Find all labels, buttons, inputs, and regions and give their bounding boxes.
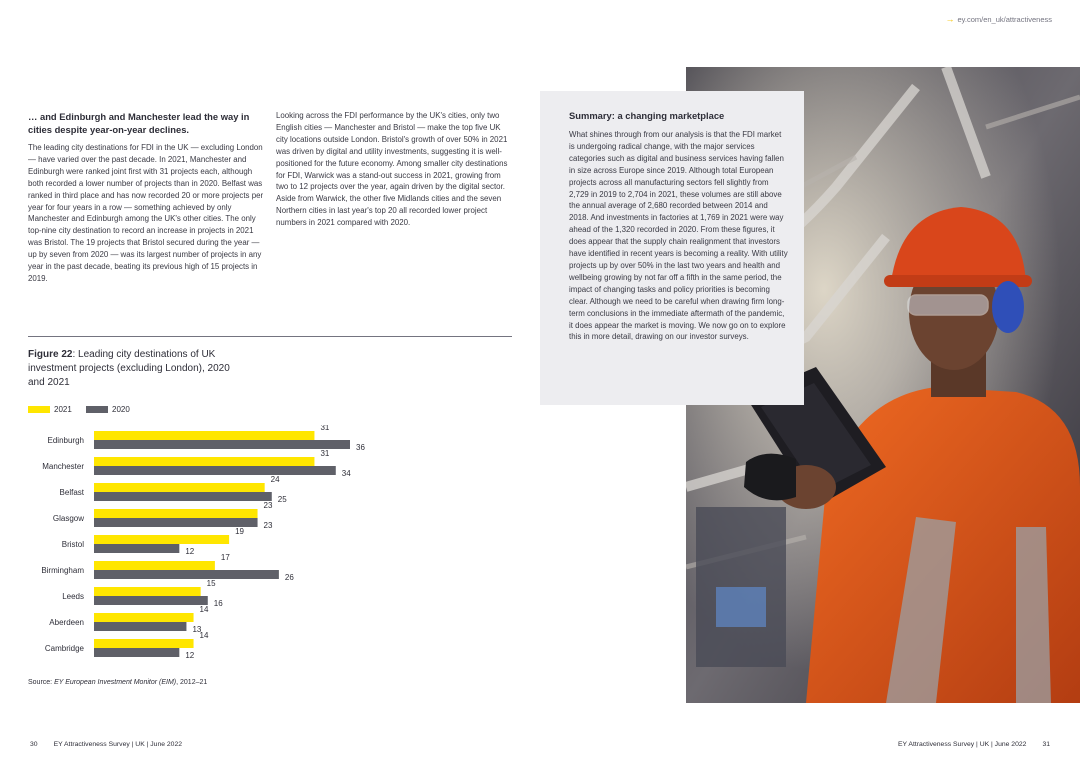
- summary-box: [540, 91, 804, 405]
- footer-publication-right: EY Attractiveness Survey | UK | June 2022: [897, 741, 1027, 748]
- legend-label-2021: 2021: [54, 405, 72, 414]
- footer-left: [30, 741, 182, 748]
- section-heading: … and Edinburgh and Manchester lead the way in cities despite year-on-year declines.: [28, 111, 250, 135]
- legend-label-2020: 2020: [112, 405, 130, 414]
- legend-item-2021: [28, 405, 72, 414]
- figure-caption: : Leading city destinations of UK investment projects (excluding London), 2020 and 2021: [28, 349, 230, 388]
- bar-aberdeen-2020: [94, 622, 186, 631]
- bar-edinburgh-2020: [94, 440, 350, 449]
- source-years: , 2012–21: [176, 679, 208, 686]
- category-label-edinburgh: Edinburgh: [47, 436, 84, 445]
- figure-title: [28, 348, 248, 390]
- page-number-left: 30: [30, 741, 38, 748]
- data-label-belfast-2020: 25: [277, 495, 287, 504]
- data-label-birmingham-2020: 26: [284, 573, 294, 582]
- category-label-bristol: Bristol: [61, 540, 84, 549]
- bar-bristol-2020: [94, 544, 179, 553]
- data-label-cambridge-2020: 12: [185, 651, 195, 660]
- bar-glasgow-2021: [94, 509, 258, 518]
- data-label-glasgow-2020: 23: [263, 521, 273, 530]
- source-label: Source:: [28, 679, 55, 686]
- category-label-glasgow: Glasgow: [52, 514, 84, 523]
- body-paragraph-1: The leading city destinations for FDI in the UK — excluding London — have varied over the past decade. In 2021, Manchester and Edinburgh were ranked joint first with 31 projects each, although both recorded a lower number of projects than in 2020. Belfast was ranked in third place and has now recorded 20 or more projects per year for four years in a row — something achieved by only Manchester and Edinburgh among the UK's other cities. The only top-nine city destination to record an increase in projects in 2021 was Bristol. The 19 projects that Bristol secured during the year — up by seven from 2020 — was its largest number of projects in any year in the past decade, beating its previous high of 15 projects in 2019.: [28, 143, 264, 283]
- category-label-manchester: Manchester: [42, 462, 84, 471]
- left-column: [28, 110, 264, 285]
- legend-swatch-2021: [28, 406, 50, 413]
- data-label-manchester-2020: 34: [341, 469, 351, 478]
- bar-leeds-2021: [94, 587, 201, 596]
- bar-cambridge-2020: [94, 648, 179, 657]
- data-label-bristol-2020: 12: [185, 547, 195, 556]
- category-label-leeds: Leeds: [62, 592, 84, 601]
- data-label-leeds-2021: 15: [206, 579, 216, 588]
- footer-publication-left: EY Attractiveness Survey | UK | June 2022: [53, 741, 183, 748]
- bar-leeds-2020: [94, 596, 208, 605]
- bar-birmingham-2021: [94, 561, 215, 570]
- category-label-aberdeen: Aberdeen: [49, 618, 84, 627]
- bar-birmingham-2020: [94, 570, 279, 579]
- chart-source: [28, 679, 207, 686]
- bar-bristol-2021: [94, 535, 229, 544]
- data-label-bristol-2021: 19: [235, 527, 245, 536]
- data-label-aberdeen-2021: 14: [199, 605, 209, 614]
- data-label-birmingham-2021: 17: [220, 553, 230, 562]
- middle-column: [276, 110, 512, 229]
- footer-right: [898, 741, 1050, 748]
- data-label-aberdeen-2020: 13: [192, 625, 202, 634]
- data-label-edinburgh-2021: 31: [320, 425, 330, 432]
- data-label-manchester-2021: 31: [320, 449, 330, 458]
- legend-swatch-2020: [86, 406, 108, 413]
- url-text: ey.com/en_uk/attractiveness: [957, 15, 1052, 24]
- page-number-right: 31: [1042, 741, 1050, 748]
- bar-glasgow-2020: [94, 518, 258, 527]
- section-divider: [28, 336, 512, 337]
- figure-label: Figure 22: [28, 349, 73, 360]
- bar-aberdeen-2021: [94, 613, 194, 622]
- category-label-cambridge: Cambridge: [44, 644, 84, 653]
- arrow-right-icon: →: [945, 14, 955, 24]
- data-label-leeds-2020: 16: [213, 599, 223, 608]
- data-label-cambridge-2021: 14: [199, 631, 209, 640]
- data-label-belfast-2021: 24: [270, 475, 280, 484]
- summary-text: What shines through from our analysis is that the FDI market is undergoing radical change, with the major services categories such as digital and business services having fallen in size across Europe since 2019. Although total European projects across all manufacturing sectors fell slightly from 2,729 in 2019 to 2,704 in 2021, these volumes are still above the annual average of 2,680 recorded between 2014 and 2018. And investments in factories at 1,769 in 2021 were way ahead of the 1,320 recorded in 2020. From these figures, it does appear that the supply chain realignment that investors have identified in recent years is becoming a reality. With utility projects up by over 50% in the last two years and health and wellbeing growing by not far off a fifth in the same period, the impact of changing tasks and policy priorities is becoming clear. Although we need to be careful when drawing firm long-term conclusions in the immediate aftermath of the pandemic, it does appear the market is moving. We now go on to explore this in more detail, drawing on our investor surveys.: [569, 130, 788, 342]
- source-name: EY European Investment Monitor (EIM): [54, 679, 177, 686]
- bar-manchester-2021: [94, 457, 314, 466]
- summary-heading: Summary: a changing marketplace: [569, 110, 725, 121]
- summary-content: [569, 109, 789, 343]
- legend-item-2020: [86, 405, 130, 414]
- bar-belfast-2020: [94, 492, 272, 501]
- bar-chart: [28, 425, 408, 665]
- category-label-belfast: Belfast: [59, 488, 84, 497]
- bar-belfast-2021: [94, 483, 265, 492]
- bar-manchester-2020: [94, 466, 336, 475]
- bar-edinburgh-2021: [94, 431, 314, 440]
- data-label-edinburgh-2020: 36: [356, 443, 365, 452]
- data-label-glasgow-2021: 23: [263, 501, 273, 510]
- bar-cambridge-2021: [94, 639, 194, 648]
- body-paragraph-2: Looking across the FDI performance by the UK's cities, only two English cities — Manchester and Bristol — make the top five UK city locations outside London. Bristol's growth of over 50% in 2021 was driven by digital and utility investments, suggesting it is well-positioned for the future economy. Among smaller city destinations for FDI, Warwick was a stand-out success in 2021, growing from two to 12 projects over the year, again driven by the digital sector. Aside from Warwick, the other five Midlands cities and the seven Northern cities in last year's top 20 all recorded lower project numbers in 2021 compared with 2020.: [276, 111, 508, 228]
- header-url[interactable]: [946, 14, 1053, 24]
- category-label-birmingham: Birmingham: [41, 566, 84, 575]
- chart-legend: [28, 405, 142, 417]
